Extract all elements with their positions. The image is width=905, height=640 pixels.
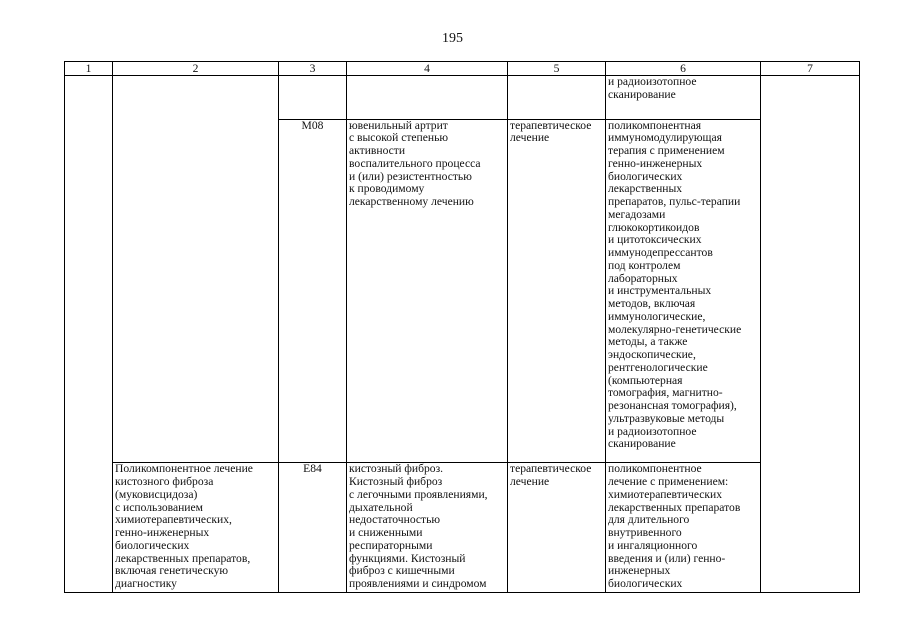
- table-cell-col6: [606, 76, 761, 120]
- medical-care-table: [64, 61, 860, 593]
- diagnosis-cell: [347, 119, 508, 463]
- table-cell-col5: [508, 76, 606, 120]
- table-cell-col2: [113, 76, 279, 463]
- column-header: 5: [508, 62, 606, 76]
- icd-code-cell: [279, 119, 347, 463]
- treatment-type-text: терапевтическое лечение: [510, 119, 592, 145]
- diagnosis-text: кистозный фиброз. Кистозный фиброз с легочными проявлениями, дыхательной недостаточностью и сниженными респираторными функциями. Кистозный фиброз с кишечными проявлениями и синдромом: [349, 463, 488, 591]
- diagnosis-text: ювенильный артрит с высокой степенью активности воспалительного процесса и (или) резистентностью к проводимому лекарственному лечению: [349, 119, 481, 208]
- table-cell-col1: [65, 76, 113, 593]
- treatment-method-cell: [606, 463, 761, 593]
- care-type-text: Поликомпонентное лечение кистозного фиброза (муковисцидоза) с использованием химиотерапевтических, генно-инженерных биологических лекарственных препаратов, включая генетическую диагностику: [115, 463, 253, 591]
- page-number: 195: [442, 31, 463, 46]
- treatment-method-text: и радиоизотопное сканирование: [608, 75, 697, 101]
- treatment-type-text: терапевтическое лечение: [510, 462, 592, 489]
- column-header: 6: [606, 62, 761, 76]
- column-header: 3: [279, 62, 347, 76]
- table-row: [65, 463, 860, 593]
- treatment-method-text: поликомпонентная иммуномодулирующая терапия с применением генно-инженерных биологических лекарственных препаратов, пульс-терапии мегадозами глюкокортикоидов и цитотоксических иммунодепрессантов под контролем лабораторных и инструментальных методов, включая иммунологические, молекулярно-генетические методы, а также эндоскопические, рентгенологические (компьютерная томография, магнитно- резонансная томография), ультразвуковые методы и радиоизотопное сканирование: [608, 119, 742, 451]
- table-cell-col3: [279, 76, 347, 120]
- column-header: 2: [113, 62, 279, 76]
- icd-code-cell: [279, 463, 347, 593]
- table-cell-col7: [761, 76, 860, 593]
- column-header: 7: [761, 62, 860, 76]
- treatment-type-cell: [508, 119, 606, 463]
- column-header: 1: [65, 62, 113, 76]
- column-header: 4: [347, 62, 508, 76]
- icd-code: M08: [301, 119, 324, 132]
- diagnosis-cell: [347, 463, 508, 593]
- table-row: [65, 76, 860, 120]
- icd-code: E84: [303, 462, 322, 476]
- table-cell-col4: [347, 76, 508, 120]
- care-type-cell: [113, 463, 279, 593]
- header-row: [65, 62, 860, 76]
- treatment-type-cell: [508, 463, 606, 593]
- treatment-method-cell: [606, 119, 761, 463]
- treatment-method-text: поликомпонентное лечение с применением: химиотерапевтических лекарственных препаратов для длительного внутривенного и ингаляционного введения и (или) генно- инженерных биологических: [608, 463, 741, 591]
